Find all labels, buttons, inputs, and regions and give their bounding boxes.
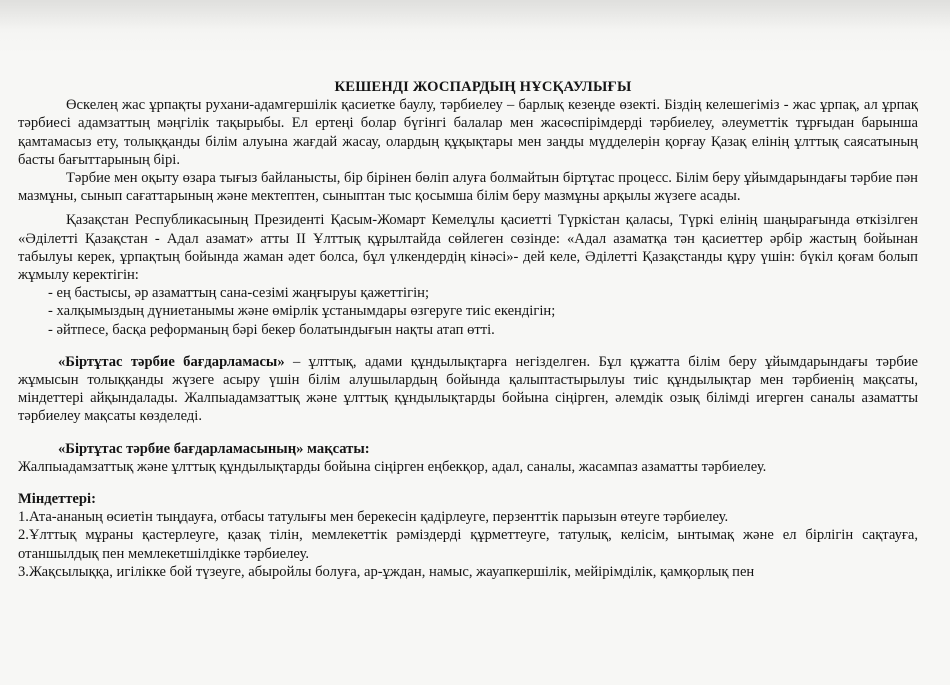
document-body [18,78,918,581]
task-item: 2.Ұлттық мұраны қастерлеуге, қазақ тілін, мемлекеттік рәміздерді құрметтеуге, татулық, келісім, ынтымақ және ел бірлігін сақтауға, отаншылдық пен мемлекетшілдікке тәрбиелеу. [18,527,918,562]
goal-text: Жалпыадамзаттық және ұлттық құндылықтарды бойына сіңірген еңбекқор, адал, саналы, жасампаз азаматты тәрбиелеу. [18,458,767,475]
paragraph-education: Тәрбие мен оқыту өзара тығыз байланысты, бір бірінен бөліп алуға болмайтын біртұтас процесс. Білім беру ұйымдарындағы тәрбие пән мазмұны, сынып сағаттарының және мектептен, сыныптан тыс қосымша білім беру мазмұны арқылы жүзеге асады. [18,170,918,205]
tasks-heading: Міндеттері: [18,491,96,508]
paragraph-program [18,353,918,426]
task-item: 3.Жақсылыққа, игілікке бой түзеуге, абыройлы болуға, ар-ұждан, намыс, жауапкершілік, мейірімділік, қамқорлық пен [18,563,755,580]
list-item: - халқымыздың дүниетанымы және өмірлік ұстанымдары өзгеруге тиіс екендігін; [48,303,556,320]
scan-shadow [0,0,950,30]
program-name: «Біртұтас тәрбие бағдарламасы» [58,353,285,370]
paragraph-president: Қазақстан Республикасының Президенті Қасым-Жомарт Кемелұлы қасиетті Түркістан қаласы, Түркі елінің шаңырағында өткізілген «Әділетті Қазақстан - Адал азамат» атты ІІ Ұлттық құрылтайда сөйлеген сөзінде: «Адал азаматқа тән қасиеттер әрбір жастың бойынан табылуы керек, ұрпақтың бойында жаман әдет болса, бұл үлкендердің кінәсі»- дей келе, Әділетті Қазақстанды құру үшін: бүкіл қоғам болып жұмылу керектігін: [18,212,918,284]
list-item: - ең бастысы, әр азаматтың сана-сезімі жаңғыруы қажеттігін; [48,285,429,302]
list-item: - әйтпесе, басқа реформаның бәрі бекер болатындығын нақты атап өтті. [48,321,495,338]
program-description: – ұлттық, адами құндылықтарға негізделген. Бұл құжатта білім беру ұйымдарындағы тәрбие жұмысын толыққанды жүзеге асыру үшін білім алушылардың бойында қалыптастырылуы тиіс құндылықтар мен тәрбиенің мақсаты, міндеттері айқындалады. Жалпыадамзаттық және ұлттық құндылықтарды бойына сіңірген, әлемдік озық білімді игерген саналы азаматты тәрбиелеу мақсаты көзделеді. [18,353,919,425]
paragraph-intro: Өскелең жас ұрпақты рухани-адамгершілік қасиетке баулу, тәрбиелеу – барлық кезеңде өзекті. Біздің келешегіміз - жас ұрпақ, ал ұрпақ тәрбиесі адамзаттың мәңгілік тақырыбы. Ел ертеңі болар бүгінгі балалар мен жасөспірімдерді тәрбиелеу, әлеуметтік тұрғыдан барынша қамтамасыз ету, толыққанды білім алуына жағдай жасау, олардың құқықтары мен заңды мүдделерін қорғау Қазақ елінің ұлттық саясатының басты бағыттарының бірі. [18,97,918,168]
task-item: 1.Ата-ананың өсиетін тыңдауға, отбасы татулығы мен берекесін қадірлеуге, перзенттік парызын өтеуге тәрбиелеу. [18,509,729,526]
document-title: КЕШЕНДІ ЖОСПАРДЫҢ НҰСҚАУЛЫҒЫ [334,79,632,95]
goal-heading: «Біртұтас тәрбие бағдарламасының» мақсаты: [58,440,370,457]
